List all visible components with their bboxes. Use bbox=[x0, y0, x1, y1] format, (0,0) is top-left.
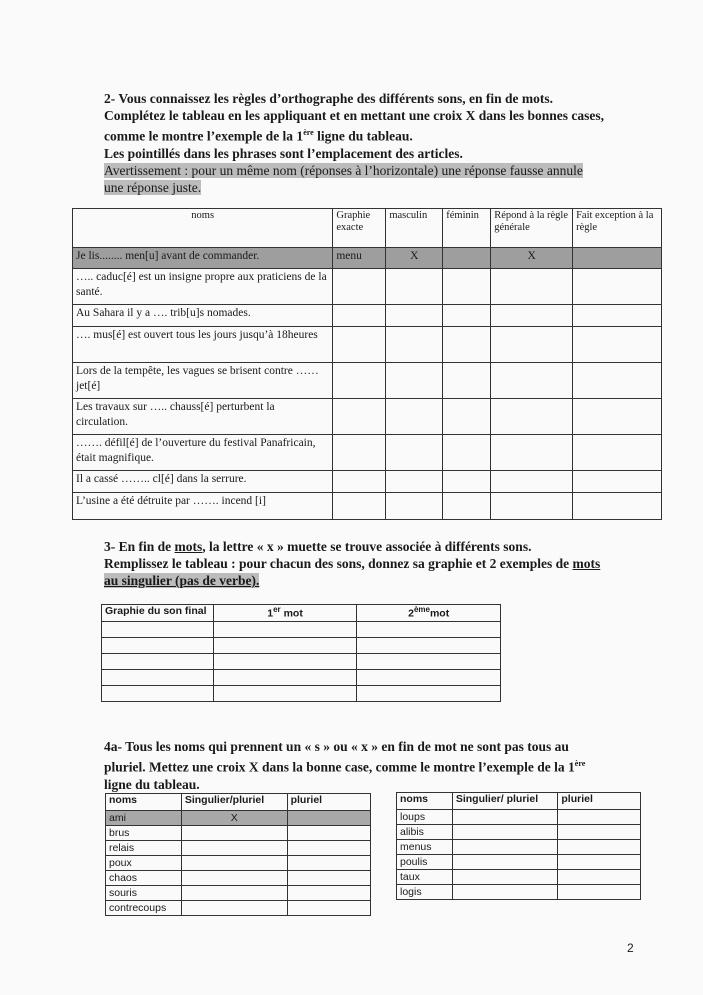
section-2-line-4: Les pointillés dans les phrases sont l’emplacement des articles. bbox=[104, 145, 463, 161]
answer-cell[interactable] bbox=[287, 826, 370, 841]
answer-cell[interactable] bbox=[213, 654, 357, 670]
answer-cell[interactable] bbox=[213, 638, 357, 654]
example-exception bbox=[573, 248, 662, 269]
noun-cell: menus bbox=[397, 840, 453, 855]
answer-cell[interactable] bbox=[102, 622, 214, 638]
answer-cell[interactable] bbox=[443, 269, 491, 305]
table-header-row bbox=[73, 209, 662, 248]
answer-cell[interactable] bbox=[287, 871, 370, 886]
answer-cell[interactable] bbox=[558, 810, 641, 825]
answer-cell[interactable] bbox=[558, 885, 641, 900]
answer-cell[interactable] bbox=[491, 363, 573, 399]
answer-cell[interactable] bbox=[573, 399, 662, 435]
section-3-line-2: Remplissez le tableau : pour chacun des sons, donnez sa graphie et 2 exemples de mots bbox=[104, 556, 601, 571]
answer-cell[interactable] bbox=[357, 686, 501, 702]
column-header-pluriel: pluriel bbox=[287, 794, 370, 811]
column-header-regle: Répond à la règle générale bbox=[491, 209, 573, 248]
answer-cell[interactable] bbox=[558, 825, 641, 840]
answer-cell[interactable] bbox=[333, 305, 386, 327]
example-mark: X bbox=[181, 811, 287, 826]
section-2-heading: 2- Vous connaissez les règles d’orthographe des différents sons, en fin de mots. bbox=[104, 91, 554, 106]
table-row bbox=[397, 855, 641, 870]
answer-cell[interactable] bbox=[558, 840, 641, 855]
table-row bbox=[106, 841, 371, 856]
warning-text: Avertissement : pour un même nom (réponses à l’horizontale) une réponse fausse annule une réponse juste. bbox=[104, 162, 583, 195]
singulier-pluriel-table-right bbox=[396, 792, 641, 900]
sentence-cell: L’usine a été détruite par ……. incend [i] bbox=[73, 493, 333, 520]
answer-cell[interactable] bbox=[357, 670, 501, 686]
table-row bbox=[102, 670, 501, 686]
table-header-row bbox=[106, 794, 371, 811]
answer-cell[interactable] bbox=[181, 856, 287, 871]
answer-cell[interactable] bbox=[491, 269, 573, 305]
sentence-cell: Les travaux sur ….. chauss[é] perturbent la circulation. bbox=[73, 399, 333, 435]
answer-cell[interactable] bbox=[491, 327, 573, 363]
answer-cell[interactable] bbox=[452, 870, 558, 885]
column-header-graphie-son: Graphie du son final bbox=[102, 605, 214, 622]
answer-cell[interactable] bbox=[573, 471, 662, 493]
answer-cell[interactable] bbox=[287, 856, 370, 871]
column-header-graphie: Graphie exacte bbox=[333, 209, 386, 248]
answer-cell[interactable] bbox=[491, 493, 573, 520]
table-row bbox=[102, 654, 501, 670]
answer-cell[interactable] bbox=[558, 870, 641, 885]
answer-cell[interactable] bbox=[181, 886, 287, 901]
answer-cell[interactable] bbox=[573, 327, 662, 363]
answer-cell[interactable] bbox=[333, 493, 386, 520]
section-4a-line-2: pluriel. Mettez une croix X dans la bonne case, comme le montre l’exemple de la 1ère bbox=[104, 759, 586, 775]
answer-cell[interactable] bbox=[287, 841, 370, 856]
table-row bbox=[73, 493, 662, 520]
answer-cell[interactable] bbox=[491, 435, 573, 471]
answer-cell[interactable] bbox=[452, 840, 558, 855]
column-header-singulier-pluriel: Singulier/ pluriel bbox=[452, 793, 558, 810]
answer-cell[interactable] bbox=[357, 622, 501, 638]
table-row bbox=[397, 840, 641, 855]
column-header-noms: noms bbox=[73, 209, 333, 248]
noun-cell: taux bbox=[397, 870, 453, 885]
answer-cell[interactable] bbox=[443, 435, 491, 471]
answer-cell[interactable] bbox=[181, 826, 287, 841]
answer-cell[interactable] bbox=[491, 305, 573, 327]
answer-cell[interactable] bbox=[386, 269, 443, 305]
answer-cell[interactable] bbox=[491, 399, 573, 435]
singulier-pluriel-table-left bbox=[105, 793, 371, 916]
table-header-row bbox=[397, 793, 641, 810]
answer-cell bbox=[287, 811, 370, 826]
answer-cell[interactable] bbox=[102, 670, 214, 686]
answer-cell[interactable] bbox=[333, 327, 386, 363]
answer-cell[interactable] bbox=[452, 885, 558, 900]
answer-cell[interactable] bbox=[213, 622, 357, 638]
answer-cell[interactable] bbox=[573, 269, 662, 305]
answer-cell[interactable] bbox=[573, 305, 662, 327]
answer-cell[interactable] bbox=[213, 686, 357, 702]
graphie-table bbox=[101, 604, 501, 702]
example-row bbox=[106, 811, 371, 826]
sentence-cell: ….. caduc[é] est un insigne propre aux praticiens de la santé. bbox=[73, 269, 333, 305]
table-row bbox=[102, 638, 501, 654]
column-header-singulier-pluriel: Singulier/pluriel bbox=[181, 794, 287, 811]
sentence-cell: …. mus[é] est ouvert tous les jours jusqu’à 18heures bbox=[73, 327, 333, 363]
column-header-masculin: masculin bbox=[386, 209, 443, 248]
answer-cell[interactable] bbox=[333, 269, 386, 305]
table-row bbox=[73, 471, 662, 493]
section-2-line-3: comme le montre l’exemple de la 1ère ligne du tableau. bbox=[104, 128, 413, 144]
noun-cell: contrecoups bbox=[106, 901, 182, 916]
example-feminin bbox=[443, 248, 491, 269]
noun-cell: alibis bbox=[397, 825, 453, 840]
answer-cell[interactable] bbox=[443, 493, 491, 520]
answer-cell[interactable] bbox=[357, 638, 501, 654]
answer-cell[interactable] bbox=[452, 855, 558, 870]
answer-cell[interactable] bbox=[181, 901, 287, 916]
answer-cell[interactable] bbox=[386, 493, 443, 520]
answer-cell[interactable] bbox=[573, 493, 662, 520]
answer-cell[interactable] bbox=[443, 471, 491, 493]
answer-cell[interactable] bbox=[333, 435, 386, 471]
answer-cell[interactable] bbox=[333, 399, 386, 435]
sentence-cell: Il a cassé …….. cl[é] dans la serrure. bbox=[73, 471, 333, 493]
answer-cell[interactable] bbox=[357, 654, 501, 670]
noun-cell: chaos bbox=[106, 871, 182, 886]
answer-cell[interactable] bbox=[181, 841, 287, 856]
answer-cell[interactable] bbox=[573, 435, 662, 471]
section-4a-instructions bbox=[104, 738, 634, 793]
sentence-cell: ……. défil[é] de l’ouverture du festival Panafricain, était magnifique. bbox=[73, 435, 333, 471]
page-number: 2 bbox=[627, 941, 634, 955]
section-2-instructions bbox=[104, 90, 632, 196]
section-2-line-2: Complétez le tableau en les appliquant et en mettant une croix X dans les bonnes cases, bbox=[104, 108, 605, 123]
noun-cell: poux bbox=[106, 856, 182, 871]
table-header-row bbox=[102, 605, 501, 622]
column-header-feminin: féminin bbox=[443, 209, 491, 248]
table-row bbox=[73, 363, 662, 399]
example-noun: ami bbox=[106, 811, 182, 826]
example-row bbox=[73, 248, 662, 269]
answer-cell[interactable] bbox=[102, 638, 214, 654]
answer-cell[interactable] bbox=[491, 471, 573, 493]
table-row bbox=[102, 686, 501, 702]
answer-cell[interactable] bbox=[443, 363, 491, 399]
noun-cell: brus bbox=[106, 826, 182, 841]
answer-cell[interactable] bbox=[386, 471, 443, 493]
column-header-pluriel: pluriel bbox=[558, 793, 641, 810]
answer-cell[interactable] bbox=[558, 855, 641, 870]
answer-cell[interactable] bbox=[386, 363, 443, 399]
answer-cell[interactable] bbox=[287, 886, 370, 901]
example-sentence: Je lis........ men[u] avant de commander. bbox=[73, 248, 333, 269]
answer-cell[interactable] bbox=[213, 670, 357, 686]
table-row bbox=[73, 327, 662, 363]
answer-cell[interactable] bbox=[386, 399, 443, 435]
table-row bbox=[106, 856, 371, 871]
section-3-heading: 3- En fin de mots, la lettre « x » muette se trouve associée à différents sons. bbox=[104, 539, 532, 554]
noun-cell: souris bbox=[106, 886, 182, 901]
answer-cell[interactable] bbox=[181, 871, 287, 886]
answer-cell[interactable] bbox=[443, 327, 491, 363]
section-3-instructions bbox=[104, 538, 632, 589]
table-row bbox=[73, 435, 662, 471]
answer-cell[interactable] bbox=[287, 901, 370, 916]
table-row bbox=[397, 825, 641, 840]
table-row bbox=[106, 871, 371, 886]
answer-cell[interactable] bbox=[386, 435, 443, 471]
noun-cell: poulis bbox=[397, 855, 453, 870]
section-4a-line-3: ligne du tableau. bbox=[104, 776, 200, 792]
table-row bbox=[397, 870, 641, 885]
table-row bbox=[73, 269, 662, 305]
noun-cell: relais bbox=[106, 841, 182, 856]
table-row bbox=[397, 885, 641, 900]
table-row bbox=[106, 886, 371, 901]
table-row bbox=[106, 826, 371, 841]
example-graphie: menu bbox=[333, 248, 386, 269]
sentence-cell: Au Sahara il y a …. trib[u]s nomades. bbox=[73, 305, 333, 327]
noun-cell: loups bbox=[397, 810, 453, 825]
answer-cell[interactable] bbox=[386, 327, 443, 363]
answer-cell[interactable] bbox=[333, 363, 386, 399]
section-4a-heading: 4a- Tous les noms qui prennent un « s » ou « x » en fin de mot ne sont pas tous au bbox=[104, 739, 569, 754]
example-masculin-mark: X bbox=[386, 248, 443, 269]
answer-cell[interactable] bbox=[386, 305, 443, 327]
answer-cell[interactable] bbox=[102, 654, 214, 670]
answer-cell[interactable] bbox=[443, 399, 491, 435]
column-header-premier-mot: 1er mot bbox=[213, 605, 357, 622]
section-3-line-3: au singulier (pas de verbe). bbox=[104, 573, 260, 588]
column-header-noms: noms bbox=[106, 794, 182, 811]
column-header-noms: noms bbox=[397, 793, 453, 810]
table-row bbox=[73, 305, 662, 327]
answer-cell[interactable] bbox=[452, 825, 558, 840]
table-row bbox=[73, 399, 662, 435]
answer-cell[interactable] bbox=[333, 471, 386, 493]
answer-cell[interactable] bbox=[443, 305, 491, 327]
answer-cell[interactable] bbox=[573, 363, 662, 399]
noun-cell: logis bbox=[397, 885, 453, 900]
column-header-deuxieme-mot: 2èmemot bbox=[357, 605, 501, 622]
sentence-cell: Lors de la tempête, les vagues se brisent contre …… jet[é] bbox=[73, 363, 333, 399]
column-header-exception: Fait exception à la règle bbox=[573, 209, 662, 248]
orthography-table bbox=[72, 208, 662, 520]
table-row bbox=[106, 901, 371, 916]
table-row bbox=[102, 622, 501, 638]
example-regle-mark: X bbox=[491, 248, 573, 269]
answer-cell[interactable] bbox=[452, 810, 558, 825]
answer-cell[interactable] bbox=[102, 686, 214, 702]
table-row bbox=[397, 810, 641, 825]
